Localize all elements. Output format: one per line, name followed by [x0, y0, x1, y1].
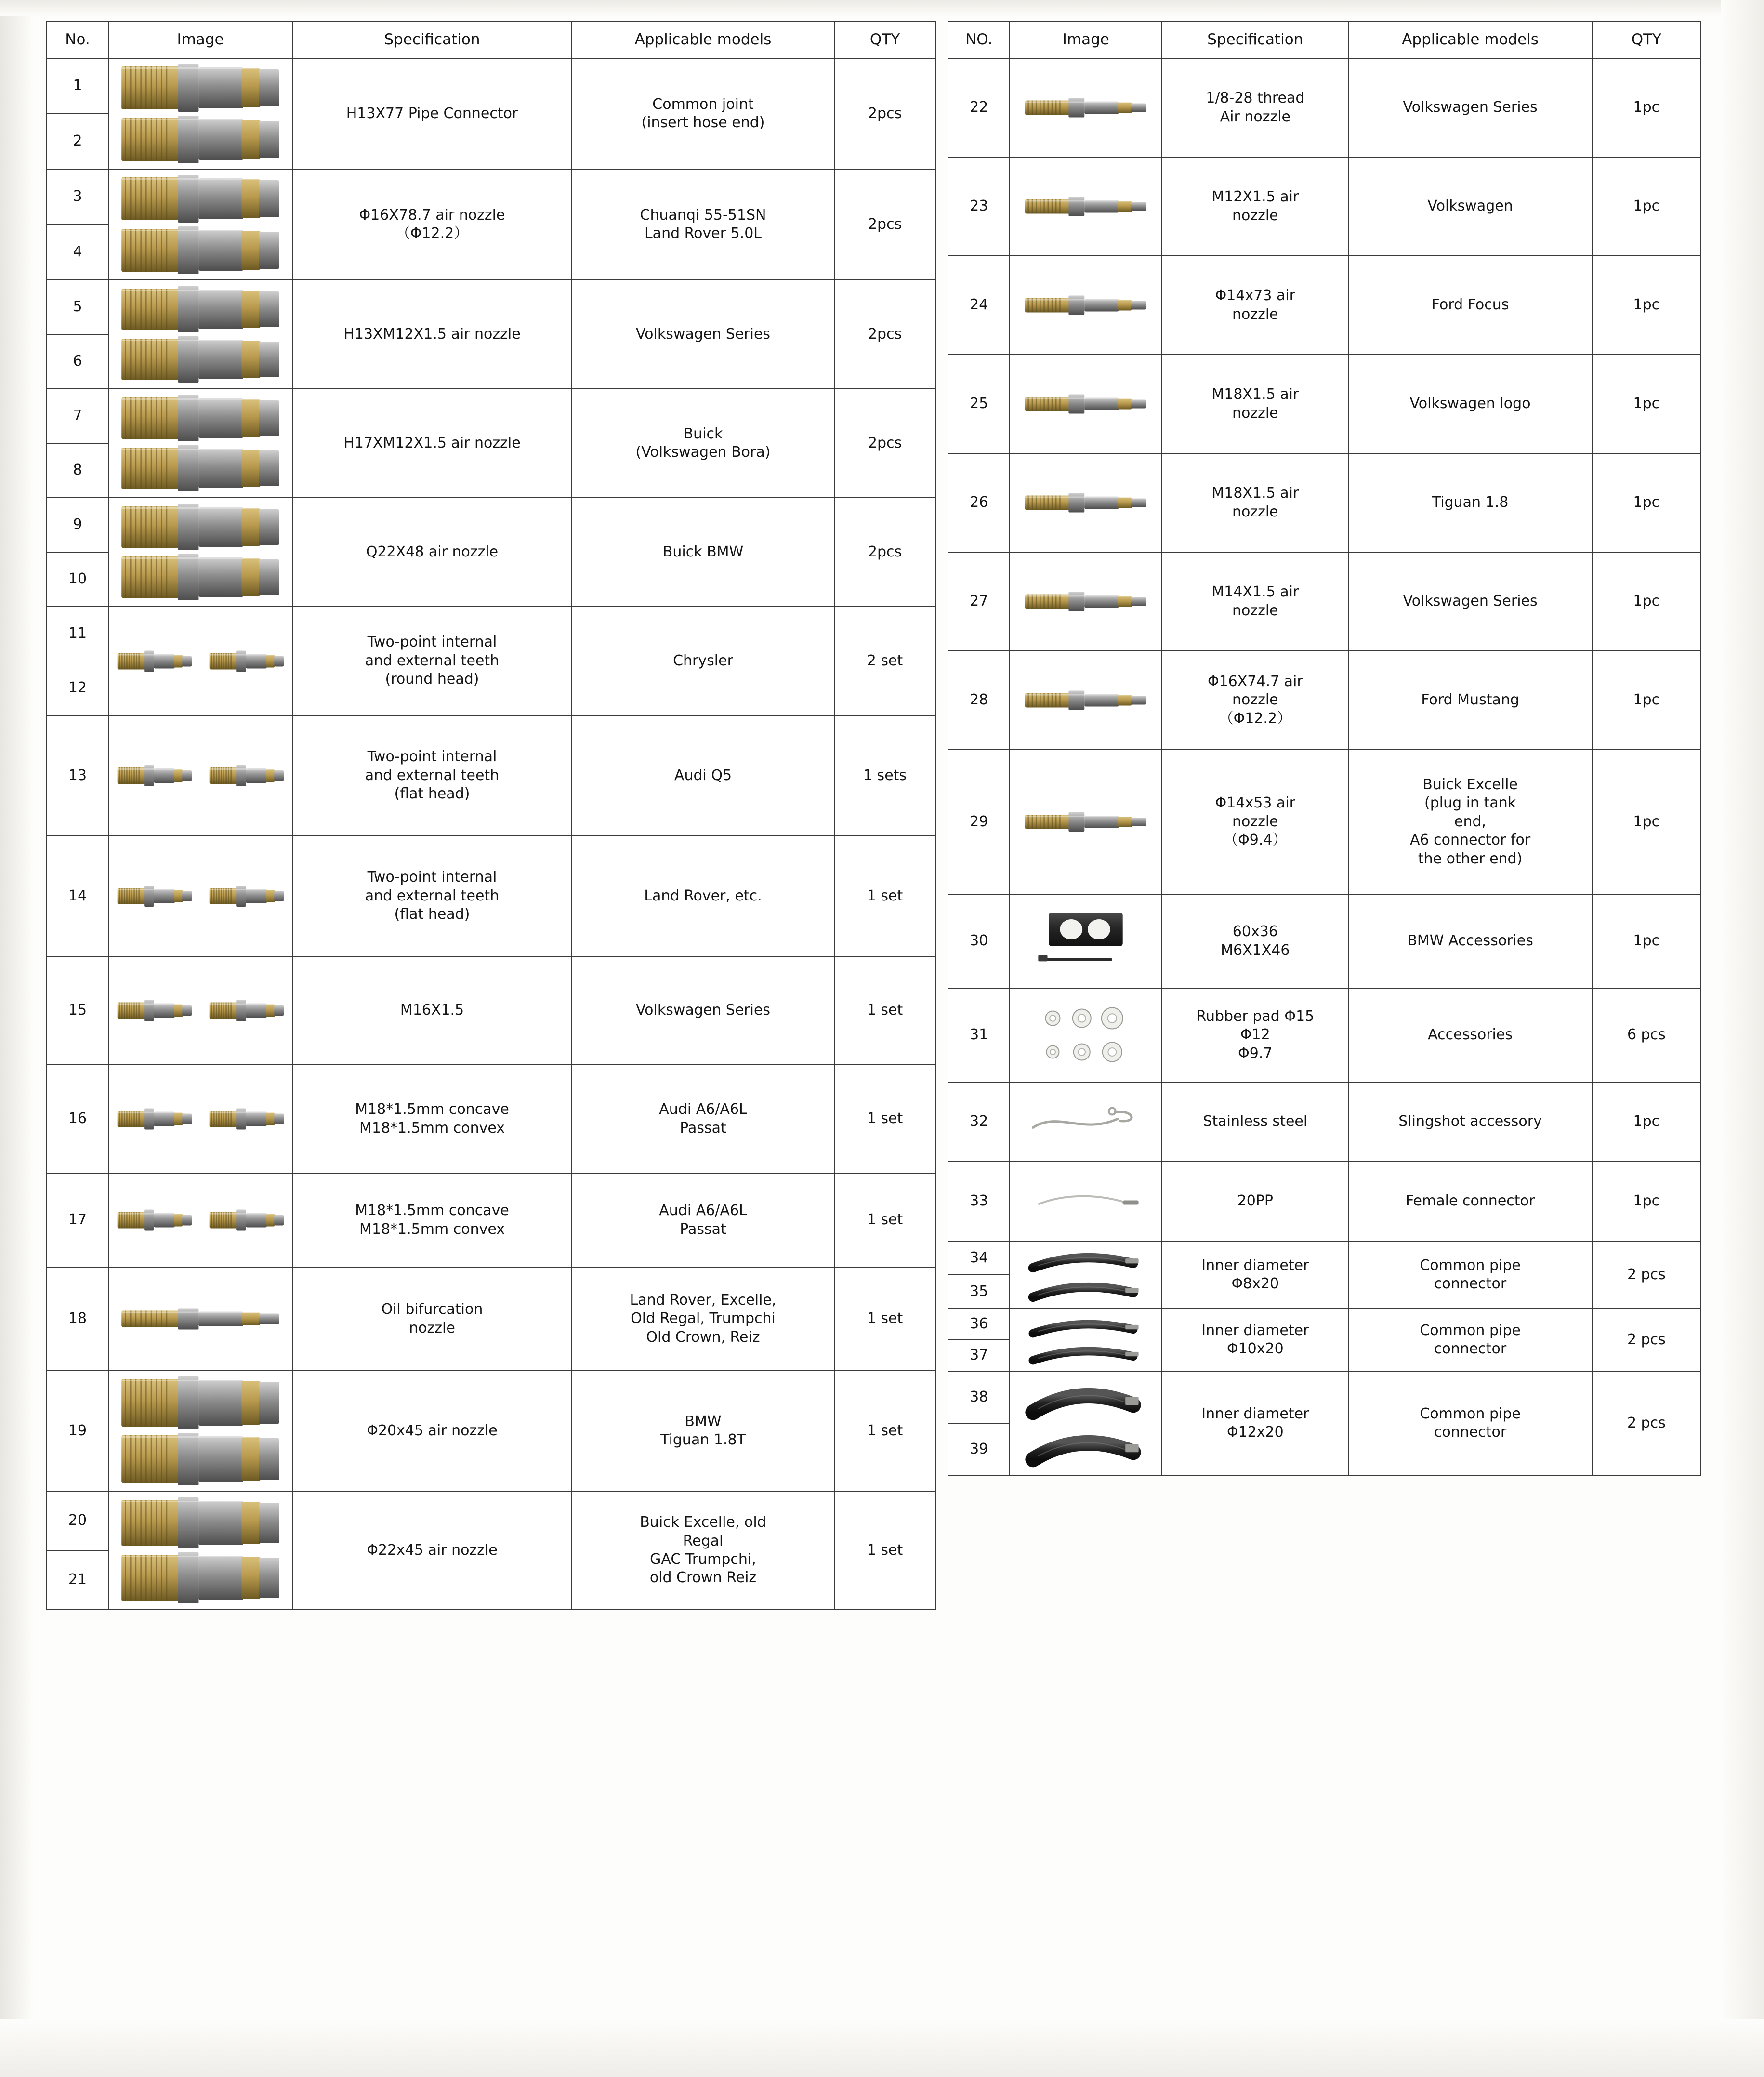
part-specification: M18X1.5 air nozzle: [1162, 355, 1348, 453]
quantity: 1pc: [1592, 894, 1701, 988]
applicable-models: Female connector: [1348, 1162, 1592, 1241]
applicable-models: BMW Accessories: [1348, 894, 1592, 988]
part-specification: Two-point internal and external teeth (flat head): [292, 715, 572, 836]
quantity: 2 set: [834, 607, 935, 715]
quantity: 1 set: [834, 1267, 935, 1371]
table-header-row: [948, 22, 1701, 58]
part-image-single-nozzle-dark: [1010, 651, 1162, 750]
table-row: [948, 453, 1701, 552]
part-image-single-nozzle: [1010, 58, 1162, 157]
row-number: 19: [47, 1371, 108, 1491]
header-no: NO.: [948, 22, 1010, 58]
applicable-models: Volkswagen Series: [1348, 58, 1592, 157]
quantity: 2pcs: [834, 280, 935, 389]
row-number: 2: [47, 114, 108, 169]
row-number: 36: [948, 1309, 1010, 1340]
applicable-models: Chrysler: [572, 607, 834, 715]
quantity: 1 sets: [834, 715, 935, 836]
header-qty: QTY: [1592, 22, 1701, 58]
quantity: 2 pcs: [1592, 1309, 1701, 1371]
applicable-models: Buick Excelle (plug in tank end, A6 connector for the other end): [1348, 750, 1592, 894]
table-row: [948, 1241, 1701, 1275]
header-no: No.: [47, 22, 108, 58]
table-row: [47, 836, 935, 956]
applicable-models: Common joint (insert hose end): [572, 58, 834, 169]
applicable-models: BMW Tiguan 1.8T: [572, 1371, 834, 1491]
right-parts-table: [948, 21, 1701, 1476]
part-image-single-nozzle-hex: [1010, 355, 1162, 453]
table-row: [47, 169, 935, 225]
part-specification: 1/8-28 thread Air nozzle: [1162, 58, 1348, 157]
row-number: 16: [47, 1065, 108, 1173]
part-specification: Q22X48 air nozzle: [292, 498, 572, 607]
scan-edge-left: [0, 0, 34, 2077]
row-number: 1: [47, 58, 108, 114]
row-number: 5: [47, 280, 108, 334]
row-number: 8: [47, 443, 108, 498]
row-number: 37: [948, 1340, 1010, 1371]
part-specification: Oil bifurcation nozzle: [292, 1267, 572, 1371]
row-number: 30: [948, 894, 1010, 988]
part-image-thread-adapter-pair: [108, 956, 292, 1065]
table-row: [948, 58, 1701, 157]
part-specification: Φ22x45 air nozzle: [292, 1491, 572, 1610]
table-row: [47, 1173, 935, 1267]
part-image-oil-bifurcation-nozzle: [108, 1267, 292, 1371]
parts-tables: [46, 21, 1713, 1610]
row-number: 24: [948, 256, 1010, 355]
row-number: 33: [948, 1162, 1010, 1241]
table-row: [47, 280, 935, 334]
row-number: 38: [948, 1371, 1010, 1423]
table-row: [948, 256, 1701, 355]
quantity: 2pcs: [834, 58, 935, 169]
header-image: Image: [108, 22, 292, 58]
row-number: 14: [47, 836, 108, 956]
part-image-two-point-flat-head: [108, 836, 292, 956]
header-image: Image: [1010, 22, 1162, 58]
header-qty: QTY: [834, 22, 935, 58]
table-row: [47, 1371, 935, 1491]
part-specification: Φ14x73 air nozzle: [1162, 256, 1348, 355]
table-row: [948, 1162, 1701, 1241]
quantity: 1pc: [1592, 256, 1701, 355]
part-image-concave-convex-pair: [108, 1173, 292, 1267]
row-number: 29: [948, 750, 1010, 894]
row-number: 26: [948, 453, 1010, 552]
row-number: 28: [948, 651, 1010, 750]
row-number: 22: [948, 58, 1010, 157]
applicable-models: Volkswagen Series: [1348, 552, 1592, 651]
applicable-models: Volkswagen Series: [572, 280, 834, 389]
row-number: 17: [47, 1173, 108, 1267]
quantity: 1pc: [1592, 1162, 1701, 1241]
quantity: 2 pcs: [1592, 1241, 1701, 1309]
part-image-bmw-plate-accessory: [1010, 894, 1162, 988]
row-number: 31: [948, 988, 1010, 1082]
part-specification: M18*1.5mm concave M18*1.5mm convex: [292, 1173, 572, 1267]
quantity: 1pc: [1592, 157, 1701, 256]
quantity: 1pc: [1592, 1082, 1701, 1162]
quantity: 1 set: [834, 956, 935, 1065]
row-number: 20: [47, 1491, 108, 1550]
table-row: [47, 498, 935, 552]
applicable-models: Volkswagen logo: [1348, 355, 1592, 453]
table-row: [47, 1065, 935, 1173]
table-row: [948, 750, 1701, 894]
applicable-models: Tiguan 1.8: [1348, 453, 1592, 552]
part-specification: Φ16X74.7 air nozzle （Φ12.2）: [1162, 651, 1348, 750]
quantity: 2pcs: [834, 169, 935, 280]
table-row: [948, 552, 1701, 651]
row-number: 18: [47, 1267, 108, 1371]
part-image-single-nozzle-knurled: [1010, 157, 1162, 256]
row-number: 11: [47, 607, 108, 661]
row-number: 7: [47, 389, 108, 443]
scan-edge-top: [0, 0, 1764, 16]
row-number: 39: [948, 1423, 1010, 1475]
row-number: 4: [47, 225, 108, 280]
applicable-models: Buick Excelle, old Regal GAC Trumpchi, old Crown Reiz: [572, 1491, 834, 1610]
applicable-models: Accessories: [1348, 988, 1592, 1082]
quantity: 1 set: [834, 1173, 935, 1267]
part-specification: Rubber pad Φ15 Φ12 Φ9.7: [1162, 988, 1348, 1082]
part-image-single-nozzle-slim: [1010, 256, 1162, 355]
scan-edge-bottom: [0, 2019, 1764, 2077]
applicable-models: Chuanqi 55-51SN Land Rover 5.0L: [572, 169, 834, 280]
table-row: [47, 58, 935, 114]
row-number: 32: [948, 1082, 1010, 1162]
row-number: 35: [948, 1275, 1010, 1309]
scan-edge-right: [1721, 0, 1764, 2077]
table-row: [948, 355, 1701, 453]
table-row: [47, 956, 935, 1065]
row-number: 27: [948, 552, 1010, 651]
quantity: 1 set: [834, 1371, 935, 1491]
part-image-air-nozzle-pair: [108, 1491, 292, 1610]
table-row: [948, 1309, 1701, 1340]
table-row: [47, 1491, 935, 1550]
row-number: 25: [948, 355, 1010, 453]
row-number: 21: [47, 1550, 108, 1610]
applicable-models: Audi A6/A6L Passat: [572, 1065, 834, 1173]
quantity: 2 pcs: [1592, 1371, 1701, 1475]
applicable-models: Ford Focus: [1348, 256, 1592, 355]
part-image-air-nozzle-pair: [108, 1371, 292, 1491]
quantity: 1 set: [834, 1491, 935, 1610]
applicable-models: Common pipe connector: [1348, 1241, 1592, 1309]
part-specification: M18X1.5 air nozzle: [1162, 453, 1348, 552]
applicable-models: Land Rover, Excelle, Old Regal, Trumpchi Old Crown, Reiz: [572, 1267, 834, 1371]
row-number: 10: [47, 552, 108, 607]
header-specification: Specification: [1162, 22, 1348, 58]
part-specification: H13XM12X1.5 air nozzle: [292, 280, 572, 389]
part-image-two-point-flat-head: [108, 715, 292, 836]
quantity: 1pc: [1592, 355, 1701, 453]
table-row: [47, 607, 935, 661]
part-specification: Two-point internal and external teeth (flat head): [292, 836, 572, 956]
applicable-models: Volkswagen Series: [572, 956, 834, 1065]
left-parts-table: [46, 21, 936, 1610]
part-image-rubber-hose-pair: [1010, 1371, 1162, 1475]
applicable-models: Buick (Volkswagen Bora): [572, 389, 834, 498]
table-row: [948, 157, 1701, 256]
quantity: 1 set: [834, 1065, 935, 1173]
part-specification: Inner diameter Φ12x20: [1162, 1371, 1348, 1475]
part-specification: Φ14x53 air nozzle （Φ9.4）: [1162, 750, 1348, 894]
part-image-single-nozzle-long: [1010, 453, 1162, 552]
table-row: [948, 651, 1701, 750]
part-image-rubber-pads: [1010, 988, 1162, 1082]
row-number: 6: [47, 334, 108, 389]
table-row: [948, 894, 1701, 988]
applicable-models: Common pipe connector: [1348, 1371, 1592, 1475]
row-number: 23: [948, 157, 1010, 256]
part-image-female-connector-wire: [1010, 1162, 1162, 1241]
part-image-air-nozzle-pair: [108, 389, 292, 498]
part-specification: M12X1.5 air nozzle: [1162, 157, 1348, 256]
quantity: 1pc: [1592, 651, 1701, 750]
part-image-air-nozzle-pair: [108, 280, 292, 389]
part-image-rubber-hose-pair: [1010, 1309, 1162, 1371]
table-row: [948, 1082, 1701, 1162]
part-specification: Φ16X78.7 air nozzle （Φ12.2）: [292, 169, 572, 280]
part-image-air-nozzle-pair: [108, 498, 292, 607]
applicable-models: Land Rover, etc.: [572, 836, 834, 956]
part-image-single-nozzle-stub: [1010, 750, 1162, 894]
table-row: [47, 1267, 935, 1371]
part-image-stainless-wire-clip: [1010, 1082, 1162, 1162]
quantity: 1pc: [1592, 750, 1701, 894]
part-image-single-nozzle-threaded: [1010, 552, 1162, 651]
header-specification: Specification: [292, 22, 572, 58]
table-row: [47, 715, 935, 836]
part-image-air-nozzle-pair: [108, 169, 292, 280]
part-specification: M14X1.5 air nozzle: [1162, 552, 1348, 651]
row-number: 15: [47, 956, 108, 1065]
applicable-models: Common pipe connector: [1348, 1309, 1592, 1371]
applicable-models: Ford Mustang: [1348, 651, 1592, 750]
header-applicable-models: Applicable models: [1348, 22, 1592, 58]
quantity: 2pcs: [834, 498, 935, 607]
part-image-rubber-hose-pair: [1010, 1241, 1162, 1309]
applicable-models: Audi Q5: [572, 715, 834, 836]
quantity: 2pcs: [834, 389, 935, 498]
part-specification: H13X77 Pipe Connector: [292, 58, 572, 169]
applicable-models: Buick BMW: [572, 498, 834, 607]
quantity: 1pc: [1592, 552, 1701, 651]
row-number: 12: [47, 661, 108, 715]
part-specification: Two-point internal and external teeth (round head): [292, 607, 572, 715]
part-specification: 60x36 M6X1X46: [1162, 894, 1348, 988]
row-number: 13: [47, 715, 108, 836]
part-specification: Φ20x45 air nozzle: [292, 1371, 572, 1491]
row-number: 3: [47, 169, 108, 225]
applicable-models: Slingshot accessory: [1348, 1082, 1592, 1162]
part-specification: H17XM12X1.5 air nozzle: [292, 389, 572, 498]
quantity: 1pc: [1592, 453, 1701, 552]
table-row: [948, 1371, 1701, 1423]
part-specification: Inner diameter Φ10x20: [1162, 1309, 1348, 1371]
quantity: 6 pcs: [1592, 988, 1701, 1082]
part-specification: Inner diameter Φ8x20: [1162, 1241, 1348, 1309]
quantity: 1pc: [1592, 58, 1701, 157]
row-number: 9: [47, 498, 108, 552]
applicable-models: Volkswagen: [1348, 157, 1592, 256]
part-specification: M18*1.5mm concave M18*1.5mm convex: [292, 1065, 572, 1173]
part-image-pipe-connector-pair: [108, 58, 292, 169]
part-specification: M16X1.5: [292, 956, 572, 1065]
header-applicable-models: Applicable models: [572, 22, 834, 58]
quantity: 1 set: [834, 836, 935, 956]
row-number: 34: [948, 1241, 1010, 1275]
part-specification: 20PP: [1162, 1162, 1348, 1241]
table-row: [47, 389, 935, 443]
table-header-row: [47, 22, 935, 58]
part-image-concave-convex-pair: [108, 1065, 292, 1173]
table-row: [948, 988, 1701, 1082]
applicable-models: Audi A6/A6L Passat: [572, 1173, 834, 1267]
part-specification: Stainless steel: [1162, 1082, 1348, 1162]
part-image-two-point-round-head-pair: [108, 607, 292, 715]
